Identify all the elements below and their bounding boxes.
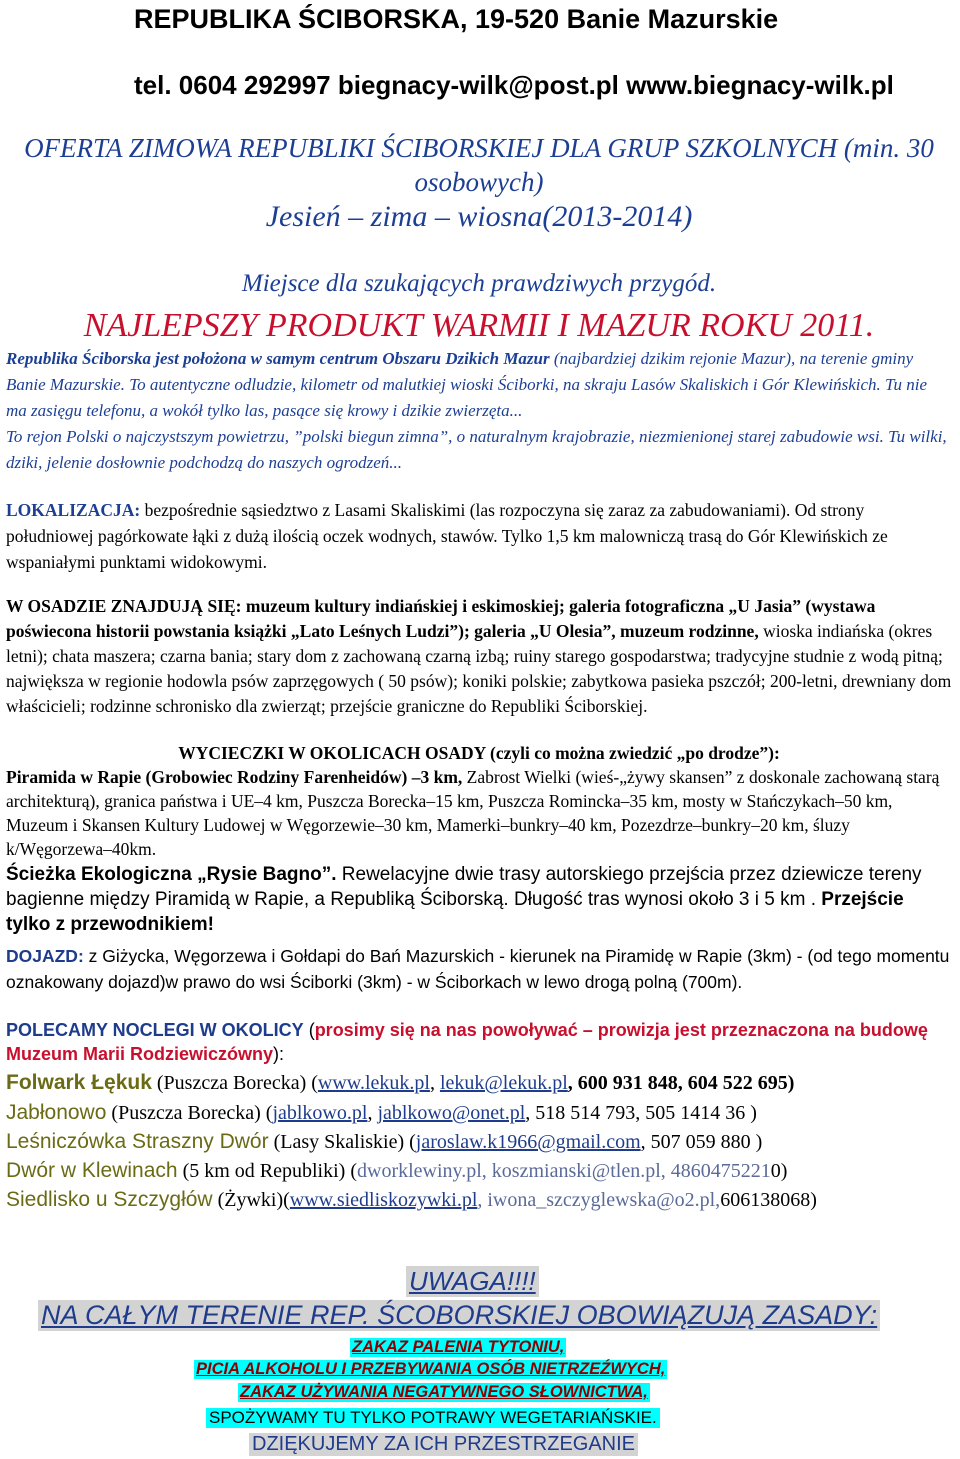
lodging-item: Folwark Łękuk (Puszcza Borecka) (www.lekuk.pl, lekuk@lekuk.pl, 600 931 848, 604 522 695): [6, 1071, 795, 1094]
recommend-open: (: [303, 1020, 315, 1040]
notice-uwaga: UWAGA!!!!: [406, 1266, 539, 1297]
lodging-link[interactable]: jablkowo.pl: [272, 1102, 368, 1124]
location-label: LOKALIZACJA:: [6, 500, 141, 520]
lodging-name: Jabłonowo: [6, 1101, 107, 1124]
lodging-name: Dwór w Klewinach: [6, 1159, 178, 1182]
recommend-request: prosimy się na nas powoływać – prowizja jest przeznaczona na budowę Muzeum Marii Rodziewiczówny: [6, 1020, 928, 1064]
recommend-heading: POLECAMY NOCLEGI W OKOLICY: [6, 1020, 304, 1040]
header-address: REPUBLIKA ŚCIBORSKA, 19-520 Banie Mazurskie: [134, 4, 779, 34]
lodging-email[interactable]: jaroslaw.k1966@gmail.com: [415, 1131, 641, 1153]
season-title: Jesień – zima – wiosna(2013-2014): [265, 200, 693, 233]
recommend-paragraph: [6, 1018, 952, 1066]
lodging-phones-end: 0): [770, 1160, 788, 1182]
trips-text: Zabrost Wielki (wieś-„żywy skansen” z doskonale zachowaną starą architekturą), granica państwa i UE–4 km, Puszcza Borecka–15 km, Puszcza Romincka–35 km, mosty w Stańczykach–50 km, Muzeum i Skansen Kultury Ludowej w Węgorzewie–30 km, Mamerki–bunkry–40 km, Pozezdrze–bunkry–20 km, śluzy k/Węgorzewa–40km.: [6, 767, 940, 859]
lodging-email[interactable]: iwona_szczyglewska@o2.pl,: [487, 1189, 721, 1211]
osada-bold: W OSADZIE ZNAJDUJĄ SIĘ: muzeum kultury indiańskiej i eskimoskiej; galeria fotograficzna „U Jasia” (wystawa poświecona historii powstania książki „Lato Leśnych Ludzi”); galeria „U Olesia”, muzeum rodzinne,: [6, 596, 876, 641]
rule-vegetarian: SPOŻYWAMY TU TYLKO POTRAWY WEGETARIAŃSKIE.: [206, 1408, 660, 1428]
rule-item: PICIA ALKOHOLU I PRZEBYWANIA OSÓB NIETRZEŹWYCH,: [196, 1360, 666, 1378]
location-paragraph: [6, 497, 952, 575]
lodging-phones: 606138068): [720, 1189, 817, 1211]
intro-bold: Republika Ściborska jest położona w samym centrum Obszaru Dzikich Mazur: [6, 349, 550, 368]
lodging-email[interactable]: jablkowo@onet.pl: [377, 1102, 526, 1124]
intro-paragraph: [6, 346, 952, 476]
offer-title: OFERTA ZIMOWA REPUBLIKI ŚCIBORSKIEJ DLA GRUP SZKOLNYCH (min. 30 osobowych): [24, 133, 934, 197]
lodging-item: Jabłonowo (Puszcza Borecka) (jablkowo.pl, jablkowo@onet.pl, 518 514 793, 505 1414 36 ): [6, 1101, 757, 1124]
notice-rules-heading: NA CAŁYM TERENIE REP. ŚCOBORSKIEJ OBOWIĄZUJĄ ZASADY:: [38, 1300, 880, 1331]
trail-paragraph: [6, 862, 952, 937]
header-contact-text: tel. 0604 292997 biegnacy-wilk@post.pl www.biegnacy-wilk.pl: [134, 70, 894, 100]
motto: Miejsce dla szukających prawdziwych przygód.: [241, 270, 717, 297]
lodging-item: Siedlisko u Szczygłów (Żywki)(www.siedliskozywki.pl, iwona_szczyglewska@o2.pl,606138068): [6, 1188, 817, 1211]
lodging-link[interactable]: dworklewiny.pl: [357, 1160, 482, 1182]
lodging-area: (Puszcza Borecka) (: [151, 1072, 318, 1094]
intro-second: To rejon Polski o najczystszym powietrzu, ”polski biegun zimna”, o naturalnym krajobrazie, niezmienionej starej zabudowie wsi. Tu wilki, dziki, jelenie dosłownie podchodzą do naszych ogrodzeń...: [6, 427, 947, 472]
rule-item: ZAKAZ UŻYWANIA NEGATYWNEGO SŁOWNICTWA,: [240, 1383, 648, 1401]
lodging-phones: , 600 931 848, 604 522 695): [567, 1072, 795, 1094]
lodging-name: Leśniczówka Straszny Dwór: [6, 1130, 269, 1153]
lodging-phones: , 507 059 880 ): [640, 1131, 763, 1153]
lodging-name: Folwark Łękuk: [6, 1071, 152, 1094]
lodging-area: (Puszcza Borecka) (: [106, 1102, 273, 1124]
trail-text: Rewelacyjne dwie trasy autorskiego przejścia przez dziewicze tereny bagienne między Piramidą w Rapie, a Republiką Ściborską. Długość tras wynosi około 3 i 5 km .: [6, 864, 922, 910]
trail-bold-end: Przejście tylko z przewodnikiem!: [6, 889, 904, 935]
lodging-phones: , 518 514 793, 505 1414 36 ): [525, 1102, 757, 1124]
osada-text: wioska indiańska (okres letni); chata maszera; czarna bania; stary dom z zachowaną czarną izbą; ruiny starego gospodarstwa; tradycyjne studnie z wodą pitną; największa w regionie hodowla psów zaprzęgowych ( 50 psów); koniki polskie; zabytkowa pasieka pszczół; 200-letni, drewniany dom właścicieli; rodzinne schronisko dla zwierząt; przejście graniczne do Republiki Ściborskiej.: [6, 621, 952, 716]
lodging-email[interactable]: lekuk@lekuk.pl: [439, 1072, 568, 1094]
rule-item: ZAKAZ PALENIA TYTONIU,: [352, 1338, 565, 1356]
trips-paragraph: [6, 741, 952, 861]
lodging-link[interactable]: www.lekuk.pl: [317, 1072, 430, 1094]
access-label: DOJAZD:: [6, 946, 84, 966]
lodging-area: (Żywki)(: [212, 1189, 290, 1211]
lodging-phones: , 4860475221: [660, 1160, 771, 1182]
lodging-name: Siedlisko u Szczygłów: [6, 1188, 213, 1211]
lodging-area: (Lasy Skaliskie) (: [268, 1131, 416, 1153]
osada-paragraph: [6, 594, 952, 719]
intro-rest: (najbardziej dzikim rejonie Mazur), na terenie gminy Banie Mazurskie. To autentyczne odludzie, kilometr od malutkiej wioski Ściborki, na skraju Lasów Skaliskich i Gór Klewińskich. Tu nie ma zasięgu telefonu, a wokół tylko las, pasące się krowy i dzikie zwierzęta...: [6, 349, 928, 420]
access-paragraph: [6, 943, 952, 995]
trips-heading: WYCIECZKI W OKOLICACH OSADY (czyli co można zwiedzić „po drodze”):: [178, 743, 780, 763]
header-contact: [6, 70, 952, 100]
recommend-close: ):: [273, 1044, 285, 1064]
trail-bold: Ścieżka Ekologiczna „Rysie Bagno”.: [6, 864, 337, 885]
lodging-item: Dwór w Klewinach (5 km od Republiki) (dworklewiny.pl, koszmianski@tlen.pl, 48604752210): [6, 1159, 788, 1182]
lodging-email[interactable]: koszmianski@tlen.pl: [491, 1160, 661, 1182]
best-product-title: NAJLEPSZY PRODUKT WARMII I MAZUR ROKU 2011.: [83, 307, 875, 344]
lodging-link[interactable]: www.siedliskozywki.pl: [289, 1189, 478, 1211]
access-text: z Giżycka, Węgorzewa i Gołdapi do Bań Mazurskich - kierunek na Piramidę w Rapie (3km) - (od tego momentu oznakowany dojazd)w prawo do wsi Ściborki (3km) - w Ściborkach w lewo drogą polną (700m).: [6, 946, 950, 992]
location-text: bezpośrednie sąsiedztwo z Lasami Skaliskimi (las rozpoczyna się zaraz za zabudowaniami). Od strony południowej pagórkowate łąki z dużą ilością oczek wodnych, stawów. Tylko 1,5 km malowniczą trasą do Gór Klewińskich ze wspaniałymi punktami widokowymi.: [6, 500, 888, 572]
lodging-item: [6, 1130, 762, 1154]
trips-bold: Piramida w Rapie (Grobowiec Rodziny Farenheidów) –3 km,: [6, 767, 463, 787]
lodging-area: (5 km od Republiki) (: [177, 1160, 357, 1182]
notice-thanks: DZIĘKUJEMY ZA ICH PRZESTRZEGANIE: [249, 1433, 638, 1456]
